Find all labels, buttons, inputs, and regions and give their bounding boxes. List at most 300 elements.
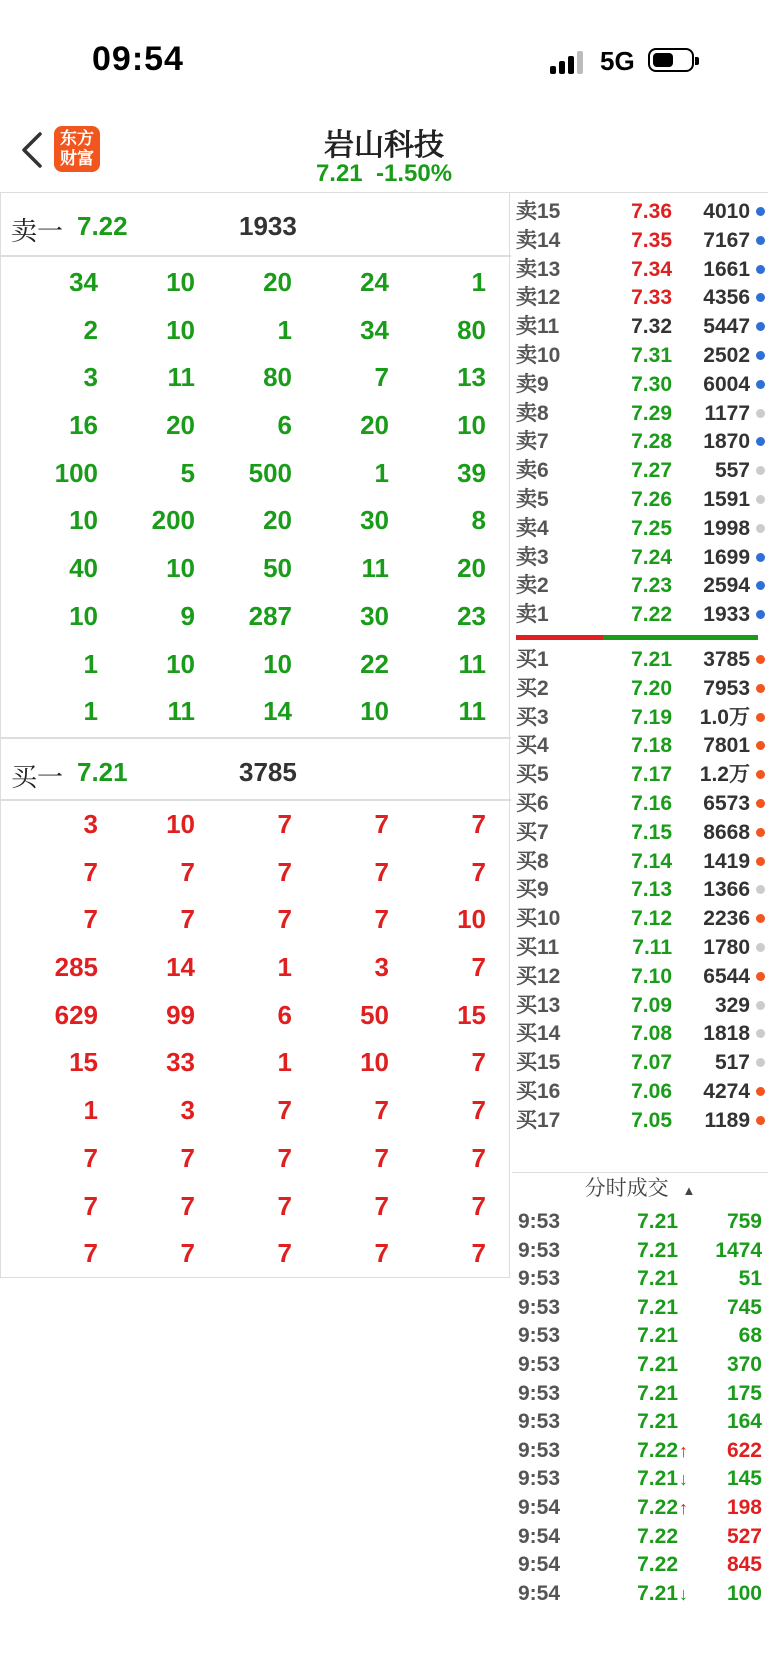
trade-time: 9:53 [518,1324,561,1348]
level-indicator-dot-icon [756,1001,765,1010]
ask-level-price: 7.33 [631,286,672,310]
buy-queue-order-size: 7 [471,1095,486,1126]
bid-level-label: 买8 [516,849,549,873]
buy-queue-order-size: 15 [69,1047,98,1078]
sell-queue-order-size: 10 [360,696,389,727]
bid-level-label: 买13 [516,993,561,1017]
trade-volume: 1474 [715,1238,762,1262]
trade-row [512,1465,768,1493]
trade-volume: 745 [726,1295,762,1319]
trade-time: 9:54 [518,1496,561,1519]
order-book-panel[interactable] [512,193,768,1132]
buy-one-volume: 3785 [239,757,297,787]
sell-queue-order-size: 11 [458,696,486,727]
sell-queue-order-size: 2 [83,314,98,345]
sell-queue-order-size: 10 [457,410,486,441]
ask-level-row[interactable] [512,197,768,227]
bid-level-label: 买5 [516,763,549,787]
bid-level-row[interactable] [512,962,768,992]
level-indicator-dot-icon [756,1058,765,1067]
bid-level-row[interactable] [512,1106,768,1136]
cellular-signal-icon [548,50,588,78]
trade-row [512,1551,768,1579]
bid-level-price: 7.14 [631,849,672,873]
app-logo-line-2: 财富 [60,149,94,168]
level-indicator-dot-icon [756,236,765,245]
bid-level-price: 7.16 [631,792,672,815]
buy-queue-order-size: 7 [180,1142,195,1173]
buy-queue-row [1,1183,511,1231]
bid-level-row[interactable] [512,703,768,733]
sell-queue-row [1,402,511,450]
ask-level-label: 卖15 [516,200,561,223]
trade-volume: 759 [726,1210,762,1233]
sell-queue-order-size: 11 [361,553,389,584]
level-indicator-dot-icon [756,265,765,274]
level-indicator-dot-icon [756,380,765,389]
sell-queue-order-size: 23 [457,600,486,631]
trade-price: 7.21 [637,1324,678,1348]
bid-level-volume: 6573 [703,792,750,815]
bid-level-volume: 3785 [703,648,750,671]
bid-level-row[interactable] [512,789,768,819]
level-indicator-dot-icon [756,293,765,302]
sell-queue-order-size: 20 [457,553,486,584]
sell-queue-order-size: 7 [374,362,389,393]
buy-queue-order-size: 3 [83,809,98,839]
trade-row [512,1523,768,1551]
buy-one-summary [1,737,511,801]
ask-level-volume: 1661 [703,257,750,281]
trade-time: 9:53 [518,1438,561,1462]
buy-queue-order-size: 7 [180,1190,195,1221]
level-indicator-dot-icon [756,409,765,418]
buy-queue-order-size: 1 [83,1095,98,1126]
trade-time: 9:53 [518,1210,561,1233]
sell-queue-order-size: 20 [166,410,195,441]
sell-queue-order-size: 30 [360,600,389,631]
ask-level-price: 7.22 [631,603,672,627]
buy-queue-order-size: 7 [83,904,98,935]
ask-level-row[interactable] [512,485,768,515]
sell-one-label: 卖一 [11,216,64,246]
sell-queue-order-size: 16 [69,410,98,441]
trade-time: 9:53 [518,1381,561,1405]
bid-level-row[interactable] [512,645,768,675]
trade-row [512,1380,768,1408]
buy-queue-order-size: 7 [180,904,195,935]
bid-level-volume: 517 [714,1051,750,1075]
buy-queue-order-size: 7 [374,1238,389,1269]
level-indicator-dot-icon [756,1029,765,1038]
level-indicator-dot-icon [756,351,765,360]
bid-level-price: 7.07 [631,1051,672,1075]
buy-queue-order-size: 285 [54,952,98,983]
buy-queue-order-size: 629 [54,999,98,1030]
bid-level-row[interactable] [512,933,768,963]
ask-level-row[interactable] [512,283,768,313]
ask-level-label: 卖11 [516,315,560,339]
bid-level-volume: 7953 [703,676,750,700]
buy-one-label: 买一 [11,762,64,792]
ask-level-price: 7.36 [631,200,672,223]
level-indicator-dot-icon [756,914,765,923]
sell-queue-order-size: 34 [69,267,98,297]
sell-one-price: 7.22 [77,211,128,241]
bid-level-row[interactable] [512,1077,768,1107]
status-bar [0,0,768,120]
buy-queue-order-size: 7 [83,1238,98,1269]
trade-price: 7.22 [637,1524,678,1548]
down-arrow-icon: ↓ [679,1469,688,1490]
bid-level-volume: 2236 [703,907,750,931]
sell-queue-order-size: 200 [151,505,195,536]
sell-queue-order-size: 20 [360,410,389,441]
ask-level-volume: 2594 [703,574,750,598]
buy-queue-row [1,992,511,1040]
bid-ask-divider-red [516,635,603,640]
buy-queue-order-size: 7 [471,1047,486,1078]
ask-level-row[interactable] [512,456,768,486]
up-arrow-icon: ↑ [679,1440,688,1461]
bid-level-volume: 329 [714,993,750,1017]
sell-queue-row [1,688,511,736]
trade-time: 9:53 [518,1238,561,1262]
ask-level-volume: 5447 [703,315,750,339]
sell-queue-order-size: 9 [180,600,195,631]
sell-one-volume: 1933 [239,211,297,241]
sell-queue-order-size: 1 [83,648,98,679]
sell-queue-order-size: 6 [277,410,292,441]
trade-price: 7.21 [637,1210,678,1233]
trade-volume: 51 [738,1267,762,1291]
buy-queue-order-size: 7 [471,1142,486,1173]
sell-queue-row [1,450,511,498]
sell-queue-order-size: 1 [277,314,292,345]
sell-queue-order-size: 10 [69,505,98,536]
bid-level-label: 买11 [516,936,560,959]
price-line [0,160,768,188]
bid-level-label: 买7 [516,820,549,844]
sell-queue-order-size: 10 [166,553,195,584]
level-indicator-dot-icon [756,495,765,504]
buy-queue-order-size: 1 [277,1047,292,1078]
up-arrow-icon: ↑ [679,1498,688,1518]
ask-level-label: 卖4 [516,516,549,540]
ask-level-price: 7.25 [631,516,672,540]
trade-row [512,1237,768,1265]
bid-level-label: 买3 [516,705,549,729]
buy-queue-order-size: 7 [277,1190,292,1221]
bid-level-row[interactable] [512,991,768,1021]
bid-level-row[interactable] [512,818,768,848]
ask-level-row[interactable] [512,399,768,429]
buy-queue-row [1,849,511,897]
collapse-caret-icon: ▲ [682,1183,696,1198]
trade-time: 9:53 [518,1267,561,1291]
trade-price: 7.21 [637,1467,678,1491]
trade-volume: 622 [726,1438,762,1462]
sell-queue-row [1,593,511,641]
buy-queue-order-size: 7 [180,856,195,887]
ask-level-volume: 4010 [703,200,750,223]
ask-level-volume: 6004 [703,372,750,396]
trade-row [512,1437,768,1465]
sell-queue-order-size: 10 [69,600,98,631]
ask-level-price: 7.28 [631,430,672,454]
level-indicator-dot-icon [756,524,765,533]
buy-one-price: 7.21 [77,757,128,787]
trade-volume: 175 [726,1381,762,1405]
ask-level-row[interactable] [512,427,768,457]
bid-level-label: 买9 [516,878,549,902]
sell-queue-order-size: 1 [83,696,98,727]
time-sales-header[interactable] [512,1172,768,1205]
bid-level-volume: 7801 [703,734,750,758]
ask-level-label: 卖6 [516,459,549,483]
bid-level-price: 7.06 [631,1080,672,1103]
trade-time: 9:54 [518,1524,561,1548]
trade-row [512,1494,768,1522]
sell-one-summary [1,193,511,257]
bid-level-price: 7.17 [631,763,672,787]
ask-level-row[interactable] [512,226,768,256]
sell-queue-order-size: 100 [54,457,98,488]
trade-time: 9:54 [518,1553,561,1577]
buy-queue-order-size: 7 [277,856,292,887]
down-arrow-icon: ↓ [679,1583,688,1604]
trade-price: 7.22 [637,1553,678,1577]
bid-level-label: 买4 [516,734,549,758]
bid-ask-divider-green [603,635,758,640]
ask-level-row[interactable] [512,571,768,601]
buy-queue-order-size: 6 [277,999,292,1030]
ask-level-label: 卖9 [516,372,549,396]
sell-queue-row [1,497,511,545]
trade-time: 9:53 [518,1410,561,1434]
buy-queue-order-size: 7 [277,1095,292,1126]
bid-level-label: 买12 [516,964,561,988]
level-indicator-dot-icon [756,799,765,808]
bid-level-price: 7.10 [631,964,672,988]
trade-price: 7.21 [637,1581,678,1605]
level-indicator-dot-icon [756,741,765,750]
trade-price: 7.22 [637,1438,678,1462]
buy-queue-order-size: 3 [180,1095,195,1126]
sell-queue-order-size: 40 [69,553,98,584]
bid-level-volume: 1366 [703,878,750,902]
buy-queue-row [1,1230,511,1278]
bid-level-row[interactable] [512,904,768,934]
sell-queue-order-size: 39 [457,457,486,488]
trade-price: 7.21 [637,1267,678,1291]
app-logo-line-1: 东方 [60,129,94,148]
bid-level-row[interactable] [512,760,768,790]
trade-volume: 370 [726,1353,762,1376]
ask-level-volume: 1933 [703,603,750,627]
buy-queue-order-size: 3 [374,952,389,983]
bid-level-row[interactable] [512,731,768,761]
buy-queue-order-size: 7 [277,1142,292,1173]
bid-level-volume: 1419 [703,849,750,873]
buy-queue-order-size: 50 [360,999,389,1030]
order-queue-panel [0,193,510,1278]
buy-queue-order-size: 7 [374,856,389,887]
bid-level-volume: 1189 [704,1108,750,1132]
level-indicator-dot-icon [756,610,765,619]
ask-level-price: 7.29 [631,401,672,425]
sell-queue-order-size: 287 [248,600,292,631]
level-indicator-dot-icon [756,655,765,664]
trade-row [512,1580,768,1608]
bid-level-volume: 1780 [703,936,750,959]
sell-queue-order-size: 11 [167,362,195,393]
buy-queue-order-size: 7 [374,1142,389,1173]
ask-level-row[interactable] [512,341,768,371]
sell-queue-order-size: 1 [374,457,389,488]
buy-queue-order-size: 7 [374,1095,389,1126]
ask-level-price: 7.26 [631,488,672,511]
buy-queue-order-size: 7 [374,1190,389,1221]
bid-level-label: 买15 [516,1051,561,1075]
level-indicator-dot-icon [756,770,765,779]
sell-queue-order-size: 22 [360,648,389,679]
trade-volume: 68 [738,1324,762,1348]
sell-queue-order-size: 3 [83,362,98,393]
trade-volume: 145 [726,1467,762,1491]
bid-level-label: 买14 [516,1022,561,1046]
time-sales-title: 分时成交 [584,1177,669,1200]
buy-queue-order-size: 7 [83,856,98,887]
bid-level-volume: 4274 [703,1080,750,1103]
level-indicator-dot-icon [756,1087,765,1096]
current-price: 7.21 [315,160,363,187]
level-indicator-dot-icon [756,943,765,952]
buy-queue-order-size: 99 [166,999,195,1030]
bid-level-row[interactable] [512,1048,768,1078]
buy-queue-order-size: 10 [457,904,486,935]
sell-queue-order-size: 500 [248,457,292,488]
level-indicator-dot-icon [756,713,765,722]
ask-level-row[interactable] [512,514,768,544]
trade-volume: 845 [726,1553,762,1577]
ask-level-row[interactable] [512,255,768,285]
trade-time: 9:53 [518,1295,561,1319]
change-percent: -1.50% [376,160,453,187]
ask-level-price: 7.27 [631,459,672,483]
ask-level-volume: 1998 [703,516,750,540]
bid-level-row[interactable] [512,875,768,905]
sell-queue-order-size: 80 [457,314,486,345]
sell-queue-order-size: 13 [457,362,486,393]
buy-queue-order-size: 7 [471,809,486,839]
sell-queue-order-size: 50 [263,553,292,584]
buy-queue-order-size: 10 [166,809,195,839]
ask-level-price: 7.35 [631,228,672,252]
bid-level-volume: 8668 [703,820,750,844]
ask-level-volume: 1177 [704,401,750,425]
ask-level-label: 卖12 [516,286,561,310]
ask-level-row[interactable] [512,543,768,573]
trade-row [512,1265,768,1293]
ask-level-label: 卖2 [516,574,549,598]
level-indicator-dot-icon [756,1116,765,1125]
ask-level-label: 卖3 [516,545,549,569]
ask-level-row[interactable] [512,312,768,342]
trade-time: 9:53 [518,1353,561,1376]
sell-queue-order-size: 5 [180,457,195,488]
trade-price: 7.21 [637,1238,678,1262]
stock-name: 岩山科技 [324,129,444,162]
buy-queue-order-size: 7 [374,809,389,839]
buy-queue-order-size: 15 [457,999,486,1030]
bid-level-price: 7.21 [631,648,672,671]
sell-queue-order-size: 11 [458,648,486,679]
bid-level-row[interactable] [512,674,768,704]
sell-queue-row [1,307,511,355]
buy-queue-order-size: 7 [471,1238,486,1269]
ask-level-volume: 1699 [703,545,750,569]
level-indicator-dot-icon [756,207,765,216]
trade-time: 9:53 [518,1467,561,1491]
ask-level-row[interactable] [512,370,768,400]
buy-queue-order-size: 14 [166,952,195,983]
bid-level-price: 7.20 [631,676,672,700]
sell-queue-order-size: 80 [263,362,292,393]
bid-level-row[interactable] [512,1019,768,1049]
buy-queue-row [1,944,511,992]
buy-queue-order-size: 10 [360,1047,389,1078]
trade-volume: 164 [726,1410,762,1434]
level-indicator-dot-icon [756,553,765,562]
sell-queue-row [1,545,511,593]
buy-queue-row [1,896,511,944]
level-indicator-dot-icon [756,581,765,590]
trade-price: 7.21 [637,1295,678,1319]
sell-queue-order-size: 14 [263,696,292,727]
ask-level-label: 卖8 [516,401,549,425]
trade-row [512,1322,768,1350]
battery-icon [648,48,694,72]
ask-level-price: 7.30 [631,372,672,396]
level-indicator-dot-icon [756,885,765,894]
bid-level-price: 7.18 [631,734,672,758]
sell-queue-row [1,354,511,402]
sell-queue-row [1,259,511,307]
ask-level-label: 卖10 [516,344,561,367]
ask-level-row[interactable] [512,600,768,630]
stock-header [0,110,768,192]
sell-queue-order-size: 30 [360,505,389,536]
ask-level-price: 7.23 [631,574,672,598]
trade-row [512,1351,768,1379]
trade-price: 7.21 [637,1410,678,1434]
bid-level-row[interactable] [512,847,768,877]
sell-queue-order-size: 10 [166,314,195,345]
bid-level-price: 7.13 [631,878,672,902]
buy-queue-order-size: 7 [471,856,486,887]
bid-level-label: 买10 [516,907,561,931]
buy-queue-order-size: 7 [83,1142,98,1173]
bid-level-price: 7.11 [632,936,672,959]
sell-queue-order-size: 10 [166,648,195,679]
ask-level-volume: 1870 [703,430,750,454]
level-indicator-dot-icon [756,437,765,446]
trade-row [512,1294,768,1322]
bid-level-label: 买17 [516,1108,561,1132]
bid-level-price: 7.09 [631,993,672,1017]
buy-queue-order-size: 7 [180,1238,195,1269]
